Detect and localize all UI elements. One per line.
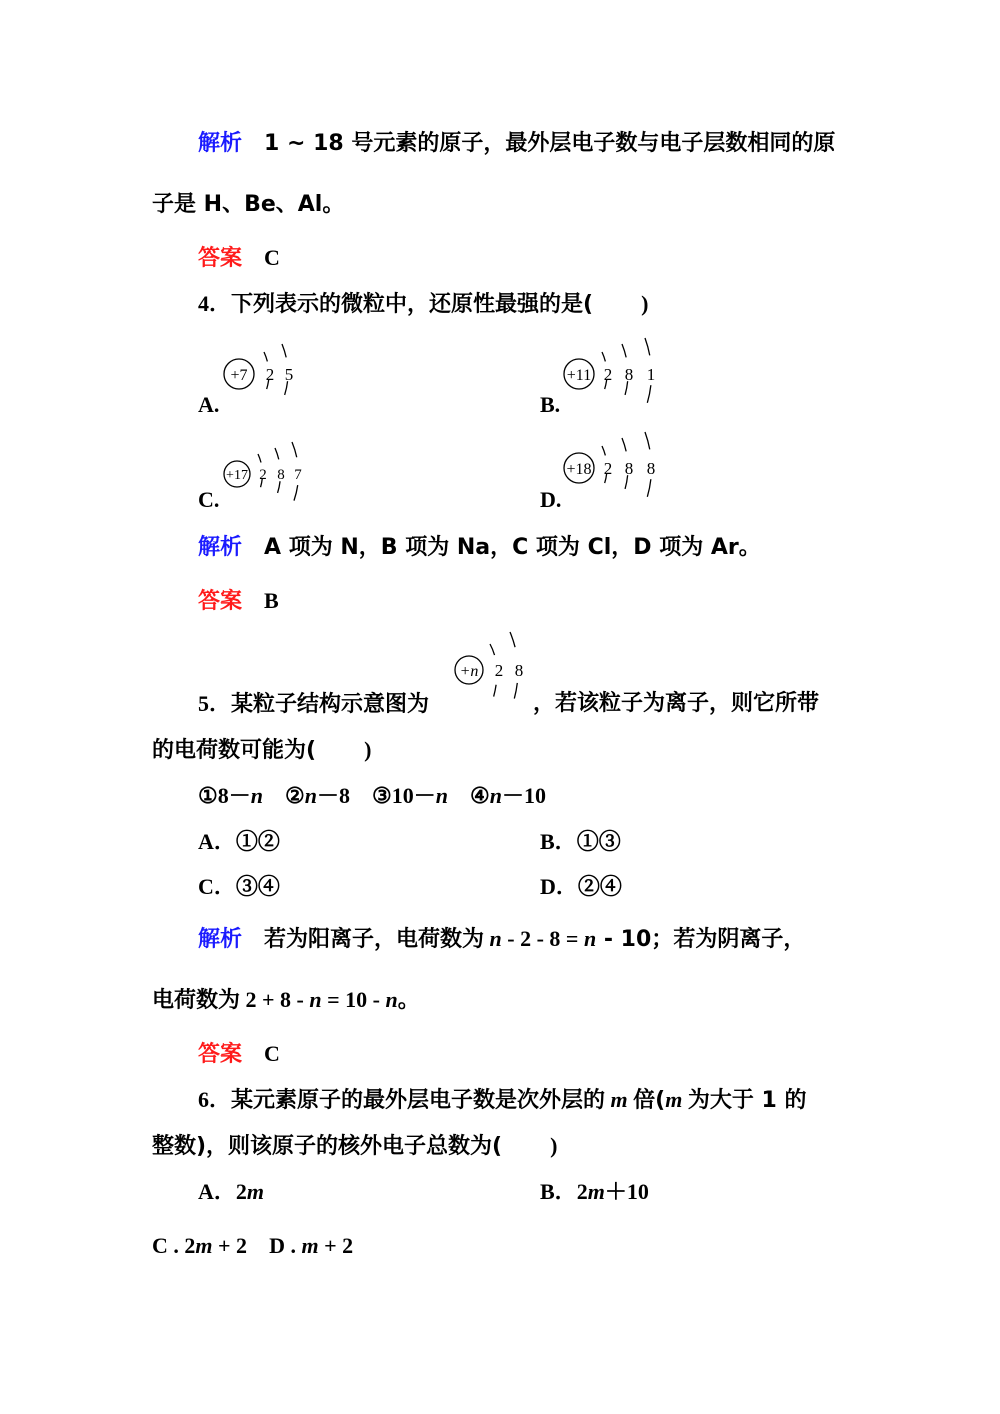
svg-text:+7: +7: [230, 367, 248, 384]
q4-option-a-letter: A.: [198, 392, 220, 417]
svg-text:8: 8: [624, 365, 634, 384]
analysis-text: 1 ~ 18 号元素的原子，最外层电子数与电子层数相同的原: [264, 131, 836, 156]
svg-text:8: 8: [646, 459, 656, 478]
q5-option-a: A．①②: [198, 829, 280, 854]
q5-option-b: B．①③: [540, 829, 621, 854]
svg-text:+17: +17: [226, 468, 248, 483]
q4-option-b-letter: B.: [540, 392, 561, 417]
q4-answer: [198, 587, 279, 616]
svg-text:2: 2: [259, 467, 267, 483]
svg-text:2: 2: [603, 459, 613, 478]
question-number: 4．: [198, 291, 232, 316]
svg-text:8: 8: [277, 467, 285, 483]
q6-option-c: C . 2m + 2: [152, 1233, 248, 1258]
answer-label: 答案: [198, 1042, 243, 1067]
svg-text:+18: +18: [566, 461, 592, 478]
q5-answer: [198, 1040, 280, 1069]
svg-text:2: 2: [603, 365, 613, 384]
atom-structure-icon: [562, 336, 662, 412]
question-text: 下列表示的微粒中，还原性最强的是(: [231, 292, 594, 317]
q3-analysis-line1: [198, 129, 835, 158]
q5-stem-continued: ，若该粒子为离子，则它所带: [533, 691, 820, 716]
q6-option-a: A．2m: [198, 1179, 265, 1204]
q6-stem-line2: 整数)，则该原子的核外电子总数为( ): [152, 1133, 558, 1159]
atom-structure-icon: [452, 630, 532, 714]
answer-value: B: [264, 588, 279, 613]
analysis-label: 解析: [198, 927, 243, 952]
question-number: 6．: [198, 1087, 232, 1112]
q5-analysis-line1: 解析 若为阳离子，电荷数为 n - 2 - 8 = n - 10；若为阴离子，: [198, 926, 806, 952]
svg-text:8: 8: [624, 459, 634, 478]
svg-text:8: 8: [514, 661, 524, 680]
q5-atom-diagram: [452, 630, 532, 714]
q4-option-c-letter: C.: [198, 487, 220, 512]
q6-option-b: B．2m＋10: [540, 1179, 649, 1204]
q5-option-d: D．②④: [540, 874, 622, 899]
question-text: 某粒子结构示意图为: [231, 692, 430, 717]
q6-options-c-d: [152, 1232, 353, 1260]
svg-text:1: 1: [646, 365, 656, 384]
svg-text:+11: +11: [566, 367, 592, 384]
q3-analysis-line2: 子是 H、Be、Al。: [152, 192, 345, 217]
atom-structure-icon: [562, 432, 662, 508]
analysis-label: 解析: [198, 535, 243, 560]
question-number: 5．: [198, 691, 232, 716]
q6-option-d: D . m + 2: [269, 1233, 354, 1258]
q4-option-a-atom-diagram: [222, 340, 312, 400]
atom-structure-icon: [222, 340, 312, 400]
q4-option-d-atom-diagram: [562, 432, 662, 508]
q4-analysis: [198, 533, 761, 562]
svg-text:2: 2: [494, 661, 504, 680]
analysis-label: 解析: [198, 131, 243, 156]
atom-structure-icon: [222, 440, 312, 508]
q5-option-c: C．③④: [198, 874, 280, 899]
svg-text:+n: +n: [459, 663, 479, 680]
q6-stem-line1: 6．某元素原子的最外层电子数是次外层的 m 倍(m 为大于 1 的: [198, 1087, 807, 1113]
svg-text:7: 7: [294, 467, 302, 483]
q4-stem: 4．下列表示的微粒中，还原性最强的是( ): [198, 291, 649, 317]
answer-value: C: [264, 245, 280, 270]
q4-option-d-letter: D.: [540, 487, 562, 512]
svg-text:5: 5: [284, 365, 294, 384]
answer-label: 答案: [198, 246, 243, 271]
q5-choice-list: ①8－n ②n－8 ③10－n ④n－10: [198, 783, 546, 808]
q4-option-c-atom-diagram: [222, 440, 312, 508]
answer-label: 答案: [198, 589, 243, 614]
answer-value: C: [264, 1041, 280, 1066]
q5-analysis-line2: 电荷数为 2 + 8 - n = 10 - n。: [152, 987, 420, 1013]
svg-text:2: 2: [265, 365, 275, 384]
q4-option-b-atom-diagram: [562, 336, 662, 412]
q3-answer: [198, 244, 280, 273]
q5-stem-line2: 的电荷数可能为( ): [152, 737, 372, 763]
q5-stem-line1: [198, 690, 429, 719]
analysis-text: A 项为 N，B 项为 Na，C 项为 Cl，D 项为 Ar。: [264, 535, 761, 560]
